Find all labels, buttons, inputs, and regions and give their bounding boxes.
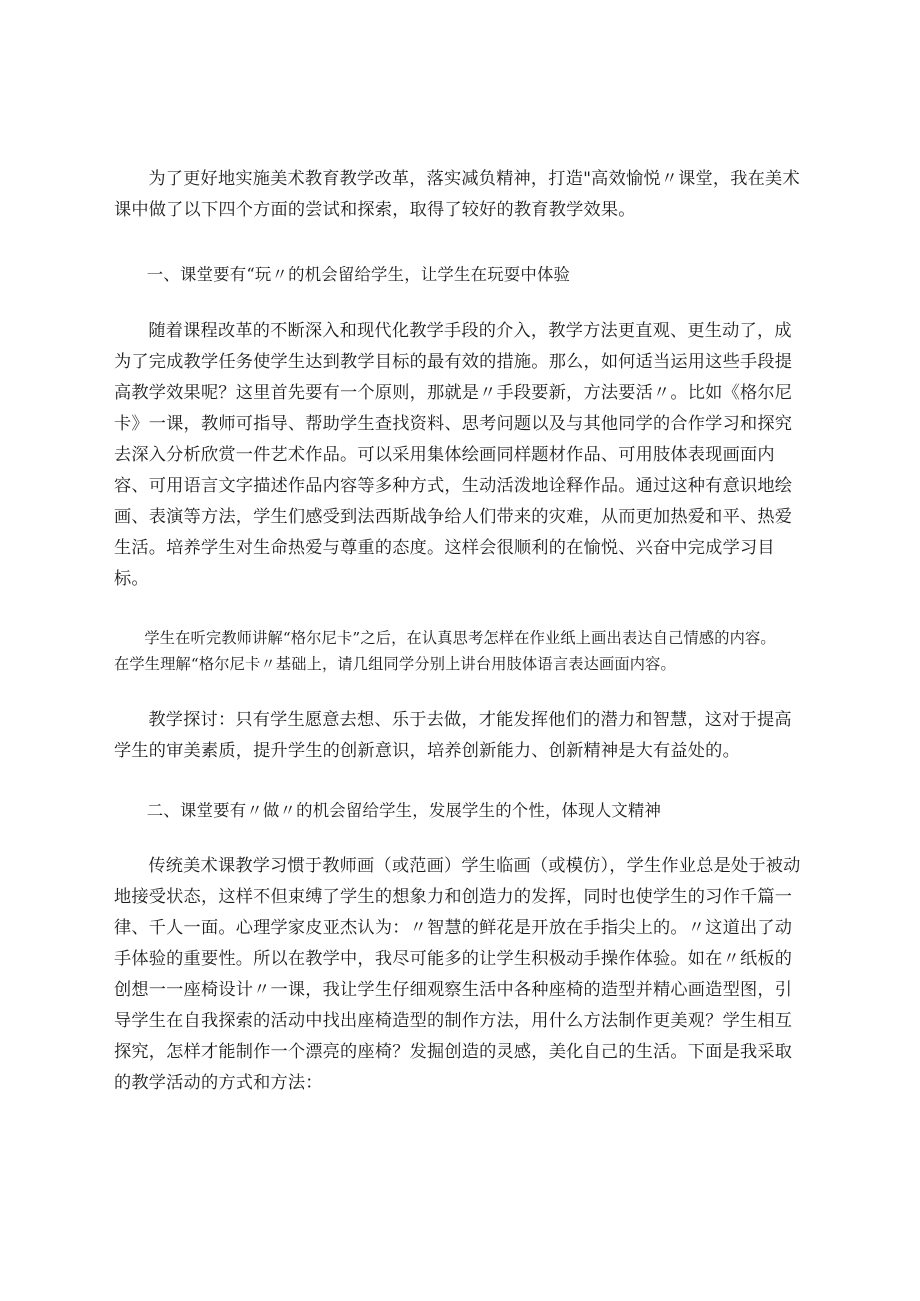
teaching-discussion-paragraph: 教学探讨：只有学生愿意去想、乐于去做，才能发挥他们的潜力和智慧，这对于提高学生的审美素质，提升学生的创新意识，培养创新能力、创新精神是大有益处的。 xyxy=(114,710,792,761)
section-two-heading: 二、课堂要有〃做〃的机会留给学生，发展学生的个性，体现人文精神 xyxy=(146,801,662,820)
section-one-heading: 一、课堂要有“玩〃的机会留给学生，让学生在玩耍中体验 xyxy=(146,265,571,284)
section-two-paragraph: 传统美术课教学习惯于教师画（或范画）学生临画（或模仿），学生作业总是处于被动地接受状态，这样不但束缚了学生的想象力和创造力的发挥，同时也使学生的习作千篇一律、千人一面。心理学家皮亚杰认为：〃智慧的鲜花是开放在手指尖上的。〃这道出了动手体验的重要性。所以在教学中，我尽可能多的让学生积极动手操作体验。如在〃纸板的创想一一座椅设计〃一课，我让学生仔细观察生活中各种座椅的造型并精心画造型图，引导学生在自我探索的活动中找出座椅造型的制作方法，用什么方法制作更美观？学生相互探究，怎样才能制作一个漂亮的座椅？发掘创造的灵感，美化自己的生活。下面是我采取的教学活动的方式和方法： xyxy=(114,856,801,1093)
intro-paragraph: 为了更好地实施美术教育教学改革，落实减负精神，打造"高效愉悦〃课堂，我在美术课中做了以下四个方面的尝试和探索，取得了较好的教育教学效果。 xyxy=(114,169,800,220)
student-activity-line: 在学生理解“格尔尼卡〃基础上，请几组同学分别上讲台用肢体语言表达画面内容。 xyxy=(114,655,676,673)
section-one-paragraph: 随着课程改革的不断深入和现代化教学手段的介入，教学方法更直观、更生动了，成为了完成教学任务使学生达到教学目标的最有效的措施。那么，如何适当运用这些手段提高教学效果呢？这里首先要有一个原则，那就是〃手段要新，方法要活〃。比如《格尔尼卡》一课，教师可指导、帮助学生查找资料、思考问题以及与其他同学的合作学习和探究去深入分析欣赏一件艺术作品。可以采用集体绘画同样题材作品、可用肢体表现画面内容、可用语言文字描述作品内容等多种方式，生动活泼地诠释作品。通过这种有意识地绘画、表演等方法，学生们感受到法西斯战争给人们带来的灾难，从而更加热爱和平、热爱生活。培养学生对生命热爱与尊重的态度。这样会很顺利的在愉悦、兴奋中完成学习目标。 xyxy=(114,321,793,589)
student-activity-paragraph xyxy=(114,625,804,677)
student-activity-line: 学生在听完教师讲解“格尔尼卡”之后，在认真思考怎样在作业纸上画出表达自己情感的内容。 xyxy=(144,629,776,647)
